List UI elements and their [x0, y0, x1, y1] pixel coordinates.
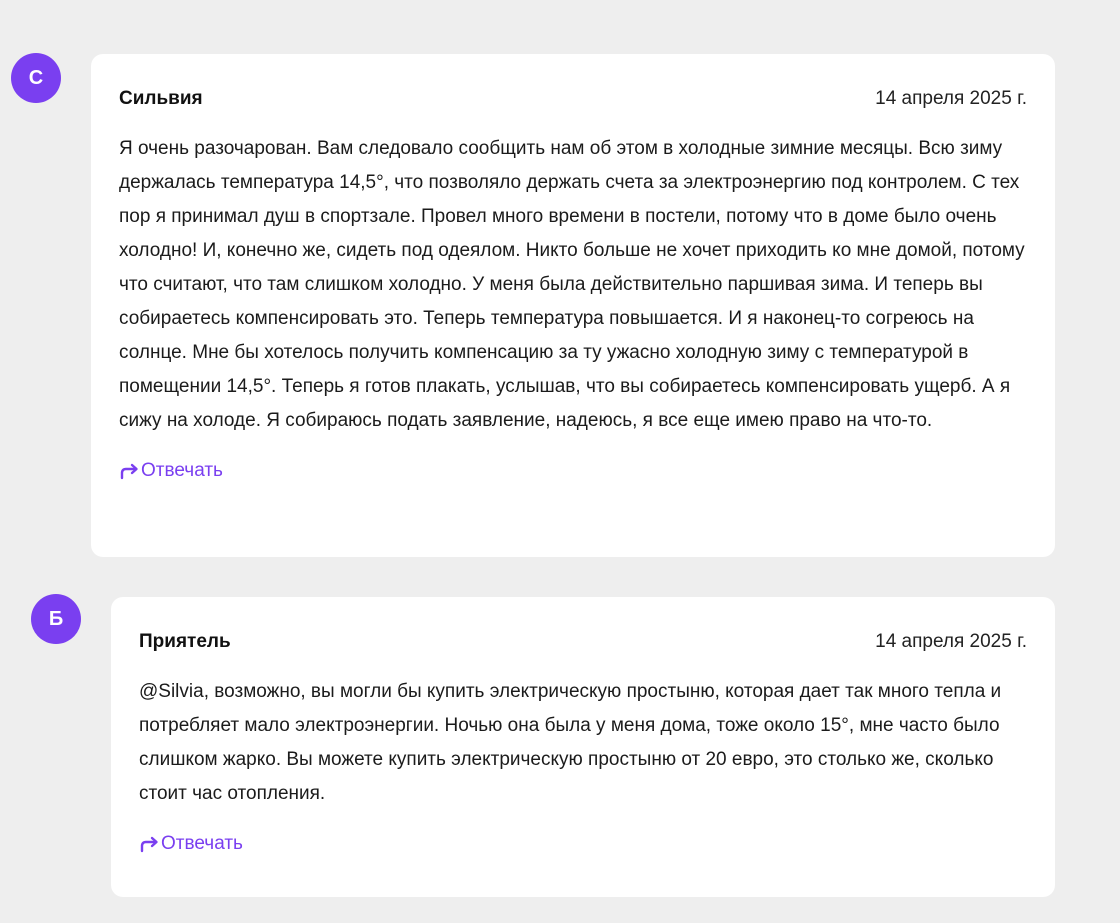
comment-date: 14 апреля 2025 г.	[875, 631, 1027, 652]
comment-header	[139, 631, 1027, 653]
reply-label: Отвечать	[161, 833, 243, 854]
comment-header	[119, 88, 1027, 110]
reply-arrow-icon	[119, 462, 141, 480]
reply-arrow-icon	[139, 835, 161, 853]
avatar: Б	[31, 594, 81, 644]
reply-button[interactable]	[119, 460, 223, 482]
comment-text: Я очень разочарован. Вам следовало сообщить нам об этом в холодные зимние месяцы. Всю зиму держалась температура 14,5°, что позволяло держать счета за электроэнергию под контролем. С тех пор я принимал душ в спортзале. Провел много времени в постели, потому что в доме было очень холодно! И, конечно же, сидеть под одеялом. Никто больше не хочет приходить ко мне домой, потому что считают, что там слишком холодно. У меня была действительно паршивая зима. И теперь вы собираетесь компенсировать это. Теперь температура повышается. И я наконец-то согреюсь на солнце. Мне бы хотелось получить компенсацию за ту ужасно холодную зиму с температурой в помещении 14,5°. Теперь я готов плакать, услышав, что вы собираетесь компенсировать ущерб. А я сижу на холоде. Я собираюсь подать заявление, надеюсь, я все еще имею право на что-то.	[119, 138, 1025, 431]
comment-date: 14 апреля 2025 г.	[875, 88, 1027, 109]
comment-author: Приятель	[139, 631, 231, 652]
comment-card	[91, 54, 1055, 557]
comment-text: @Silvia, возможно, вы могли бы купить электрическую простыню, которая дает так много тепла и потребляет мало электроэнергии. Ночью она была у меня дома, тоже около 15°, мне часто было слишком жарко. Вы можете купить электрическую простыню от 20 евро, это столько же, сколько стоит час отопления.	[139, 681, 1002, 804]
avatar: С	[11, 53, 61, 103]
reply-label: Отвечать	[141, 460, 223, 481]
reply-button[interactable]	[139, 833, 243, 855]
comment-card	[111, 597, 1055, 897]
comment-author: Сильвия	[119, 88, 203, 109]
